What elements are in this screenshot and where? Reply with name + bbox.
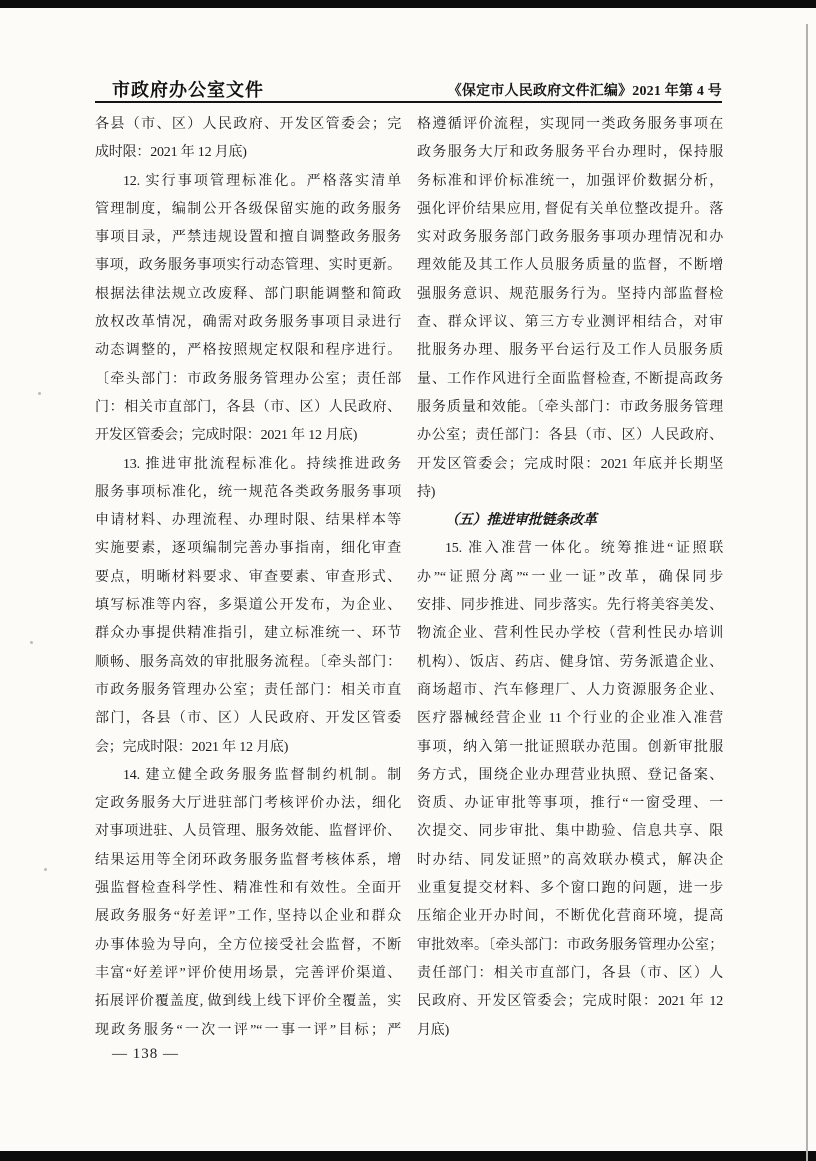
text-line: 12. 实行事项管理标准化。严格落实清单 — [123, 173, 401, 189]
document-header-title: 市政府办公室文件 — [112, 80, 264, 100]
text-line: 定政务服务大厅进驻部门考核评价办法，细化 — [95, 796, 401, 812]
text-line: 根据法律法规立改废释、部门职能调整和简政 — [95, 286, 401, 302]
text-line: 事项目录，严禁违规设置和擅自调整政务服务 — [95, 230, 401, 246]
text-line: 事项，政务服务事项实行动态管理、实时更新。 — [95, 258, 401, 274]
text-line: 查、群众评议、第三方专业测评相结合，对审 — [417, 315, 723, 331]
text-line: 务标准和评价标准统一，加强评价数据分析， — [417, 173, 723, 189]
text-line: 商场超市、汽车修理厂、人力资源服务企业、 — [417, 682, 723, 698]
text-line: 次提交、同步审批、集中勘验、信息共享、限 — [417, 824, 723, 840]
text-line: 展政务服务“好差评”工作, 坚持以企业和群众 — [95, 909, 401, 925]
text-line: 业重复提交材料、多个窗口跑的问题，进一步 — [417, 881, 723, 897]
text-line: 办”“证照分离”“一业一证”改革，确保同步 — [417, 569, 723, 585]
page-number: — 138 — — [112, 1046, 179, 1062]
text-line: 安排、同步推进、同步落实。先行将美容美发、 — [417, 598, 723, 614]
text-line: 服务事项标准化，统一规范各类政务服务事项 — [95, 484, 401, 500]
text-line: 强服务意识、规范服务行为。坚持内部监督检 — [417, 286, 723, 302]
text-line: 强化评价结果应用, 督促有关单位整改提升。落 — [417, 201, 723, 217]
text-line: 服务质量和效能。〔牵头部门：市政务服务管理 — [417, 399, 723, 415]
text-line: 丰富“好差评”评价使用场景，完善评价渠道、 — [95, 965, 401, 981]
text-line: 开发区管委会；完成时限：2021 年底并长期坚 — [417, 456, 723, 472]
text-line: 医疗器械经营企业 11 个行业的企业准入准营 — [417, 711, 723, 727]
section-heading: （五）推进审批链条改革 — [445, 513, 597, 529]
scan-edge-right — [806, 24, 808, 1161]
text-line: 结果运用等全闭环政务服务监督考核体系，增 — [95, 852, 401, 868]
text-line: 门：相关市直部门，各县（市、区）人民政府、 — [95, 399, 401, 415]
text-line: 部门，各县（市、区）人民政府、开发区管委 — [95, 711, 401, 727]
scan-speck — [38, 392, 41, 395]
text-line: 对事项进驻、人员管理、服务效能、监督评价、 — [95, 824, 401, 840]
text-line: 各县（市、区）人民政府、开发区管委会；完 — [95, 117, 401, 132]
text-line: 实对政务服务部门政务服务事项办理情况和办 — [417, 230, 723, 246]
text-line: 务方式，围绕企业办理营业执照、登记备案、 — [417, 767, 723, 783]
text-line: 强监督检查科学性、精准性和有效性。全面开 — [95, 881, 401, 897]
text-column-left — [95, 111, 401, 1045]
text-line: 物流企业、营利性民办学校（营利性民办培训 — [417, 626, 723, 642]
text-line: 15. 准入准营一体化。统筹推进“证照联 — [445, 541, 723, 557]
text-line: 市政务服务管理办公室；责任部门：相关市直 — [95, 682, 401, 698]
text-line: 13. 推进审批流程标准化。持续推进政务 — [123, 456, 401, 472]
text-line: 时办结、同发证照”的高效联办模式，解决企 — [417, 852, 723, 868]
text-column-right — [417, 111, 723, 1045]
scan-edge-bottom — [0, 1151, 816, 1161]
text-line: 压缩企业开办时间，不断优化营商环境，提高 — [417, 909, 723, 925]
text-line: 申请材料、办理流程、办理时限、结果样本等 — [95, 513, 401, 529]
text-line: 批服务办理、服务平台运行及工作人员服务质 — [417, 343, 723, 359]
header-rule — [95, 101, 722, 103]
text-line: 格遵循评价流程，实现同一类政务服务事项在 — [417, 117, 723, 132]
text-line: 放权改革情况，确需对政务服务事项目录进行 — [95, 315, 401, 331]
text-line: 会；完成时限：2021 年 12 月底) — [95, 739, 289, 755]
text-line: 管理制度，编制公开各级保留实施的政务服务 — [95, 201, 401, 217]
text-line: 机构）、饭店、药店、健身馆、劳务派遣企业、 — [417, 654, 723, 670]
text-line: 14. 建立健全政务服务监督制约机制。制 — [123, 767, 401, 783]
text-line: 资质、办证审批等事项，推行“一窗受理、一 — [417, 796, 723, 812]
scan-edge-top — [0, 0, 816, 8]
text-line: 要点，明晰材料要求、审查要素、审查形式、 — [95, 569, 401, 585]
text-line: 审批效率。〔牵头部门：市政务服务管理办公室； — [417, 937, 723, 953]
text-line: 事项，纳入第一批证照联办范围。创新审批服 — [417, 739, 723, 755]
text-line: 责任部门：相关市直部门，各县（市、区）人 — [417, 965, 723, 981]
scan-speck — [44, 868, 47, 871]
text-line: 动态调整的，严格按照规定权限和程序进行。 — [95, 343, 401, 359]
text-line: 民政府、开发区管委会；完成时限：2021 年 12 — [417, 994, 723, 1010]
text-line: 实施要素，逐项编制完善办事指南，细化审查 — [95, 541, 401, 557]
text-line: 政务服务大厅和政务服务平台办理时，保持服 — [417, 145, 723, 161]
text-line: 量、工作作风进行全面监督检查, 不断提高政务 — [417, 371, 723, 387]
scan-speck — [30, 641, 33, 644]
text-line: 〔牵头部门：市政务服务管理办公室；责任部 — [95, 371, 401, 387]
document-header-compilation-info: 《保定市人民政府文件汇编》2021 年第 4 号 — [447, 84, 722, 99]
text-line: 月底) — [417, 1022, 450, 1038]
text-line: 填写标准等内容，多渠道公开发布，为企业、 — [95, 598, 401, 614]
text-line: 拓展评价覆盖度, 做到线上线下评价全覆盖，实 — [95, 994, 401, 1010]
text-line: 办事体验为导向，全方位接受社会监督，不断 — [95, 937, 401, 953]
text-line: 群众办事提供精准指引，建立标准统一、环节 — [95, 626, 401, 642]
text-line: 成时限：2021 年 12 月底) — [95, 145, 247, 161]
text-line: 顺畅、服务高效的审批服务流程。〔牵头部门： — [95, 654, 401, 670]
text-line: 办公室；责任部门：各县（市、区）人民政府、 — [417, 428, 723, 444]
text-line: 现政务服务“一次一评”“一事一评”目标；严 — [95, 1022, 401, 1038]
text-line: 开发区管委会；完成时限：2021 年 12 月底) — [95, 428, 358, 444]
text-line: 理效能及其工作人员服务质量的监督，不断增 — [417, 258, 723, 274]
text-line: 持) — [417, 484, 436, 500]
